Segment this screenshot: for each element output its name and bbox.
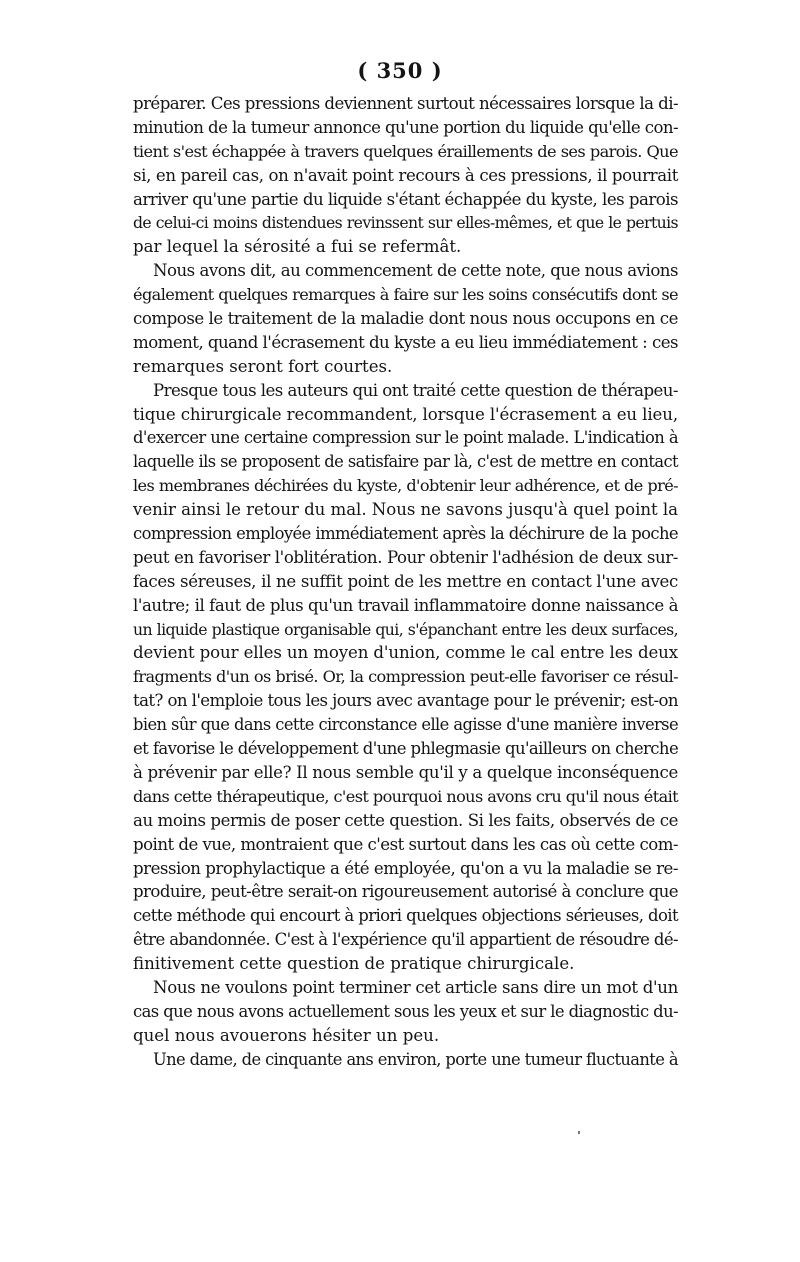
page-body: [133, 92, 678, 1072]
text-line: compose le traitement de la maladie dont nous nous occupons en ce: [133, 309, 678, 329]
text-line: l'autre; il faut de plus qu'un travail inflammatoire donne naissance à: [133, 595, 678, 615]
text-line: pression prophylactique a été employée, qu'on a vu la maladie se re-: [133, 858, 678, 878]
paragraph: [133, 92, 678, 259]
text-line: remarques seront fort courtes.: [133, 356, 393, 376]
text-line: également quelques remarques à faire sur les soins consécutifs dont se: [133, 285, 678, 305]
text-line: si, en pareil cas, on n'avait point recours à ces pressions, il pourrait: [133, 165, 678, 185]
text-line: moment, quand l'écrasement du kyste a eu lieu immédiatement : ces: [133, 332, 678, 352]
text-line: minution de la tumeur annonce qu'une portion du liquide qu'elle con-: [133, 117, 678, 137]
text-line: Nous avons dit, au commencement de cette note, que nous avions: [153, 261, 678, 281]
text-line: être abandonnée. C'est à l'expérience qu'il appartient de résoudre dé-: [133, 930, 678, 950]
text-line: les membranes déchirées du kyste, d'obtenir leur adhérence, et de pré-: [133, 476, 678, 496]
text-line: laquelle ils se proposent de satisfaire par là, c'est de mettre en contact: [133, 452, 678, 472]
text-line: cette méthode qui encourt à priori quelques objections sérieuses, doit: [133, 906, 678, 926]
text-line: quel nous avouerons hésiter un peu.: [133, 1025, 440, 1045]
text-line: un liquide plastique organisable qui, s'épanchant entre les deux surfaces,: [133, 619, 678, 639]
text-line: bien sûr que dans cette circonstance elle agisse d'une manière inverse: [133, 715, 678, 735]
text-line: devient pour elles un moyen d'union, comme le cal entre les deux: [133, 643, 678, 663]
text-line: produire, peut-être serait-on rigoureusement autorisé à conclure que: [133, 882, 678, 902]
text-line: de celui-ci moins distendues revinssent sur elles-mêmes, et que le pertuis: [133, 213, 678, 233]
text-line: faces séreuses, il ne suffit point de les mettre en contact l'une avec: [133, 571, 678, 591]
text-line: tique chirurgicale recommandent, lorsque l'écrasement a eu lieu,: [133, 404, 678, 424]
paragraph: [133, 976, 678, 1048]
text-line: arriver qu'une partie du liquide s'étant échappée du kyste, les parois: [133, 189, 678, 209]
text-line: dans cette thérapeutique, c'est pourquoi nous avons cru qu'il nous était: [133, 786, 678, 806]
text-line: venir ainsi le retour du mal. Nous ne savons jusqu'à quel point la: [133, 500, 678, 520]
text-line: fragments d'un os brisé. Or, la compression peut-elle favoriser ce résul-: [133, 667, 678, 687]
text-line: cas que nous avons actuellement sous les yeux et sur le diagnostic du-: [133, 1001, 678, 1021]
text-line: tient s'est échappée à travers quelques éraillements de ses parois. Que: [133, 141, 678, 161]
paragraph: [133, 379, 678, 976]
text-line: par lequel la sérosité a fui se refermât.: [133, 237, 462, 257]
text-line: peut en favoriser l'oblitération. Pour obtenir l'adhésion de deux sur-: [133, 547, 678, 567]
text-line: compression employée immédiatement après la déchirure de la poche: [133, 524, 678, 544]
text-line: d'exercer une certaine compression sur le point malade. L'indication à: [133, 428, 678, 448]
paragraph: [133, 259, 678, 378]
text-line: tat? on l'emploie tous les jours avec avantage pour le prévenir; est-on: [133, 691, 678, 711]
page-number: ( 350 ): [357, 58, 443, 83]
text-line: et favorise le développement d'une phlegmasie qu'ailleurs on cherche: [133, 739, 679, 759]
text-line: finitivement cette question de pratique chirurgicale.: [133, 954, 575, 974]
text-line: préparer. Ces pressions deviennent surtout nécessaires lorsque la di-: [133, 94, 678, 113]
text-line: Nous ne voulons point terminer cet article sans dire un mot d'un: [153, 977, 678, 997]
text-line: au moins permis de poser cette question. Si les faits, observés de ce: [133, 810, 678, 830]
text-line: Presque tous les auteurs qui ont traité cette question de thérapeu-: [153, 380, 678, 400]
text-line: point de vue, montraient que c'est surtout dans les cas où cette com-: [133, 834, 678, 854]
text-line: à prévenir par elle? Il nous semble qu'il y a quelque inconséquence: [133, 762, 678, 782]
print-speck: [578, 1131, 580, 1134]
paragraph: [133, 1048, 678, 1072]
text-line: Une dame, de cinquante ans environ, porte une tumeur fluctuante à: [153, 1049, 678, 1069]
